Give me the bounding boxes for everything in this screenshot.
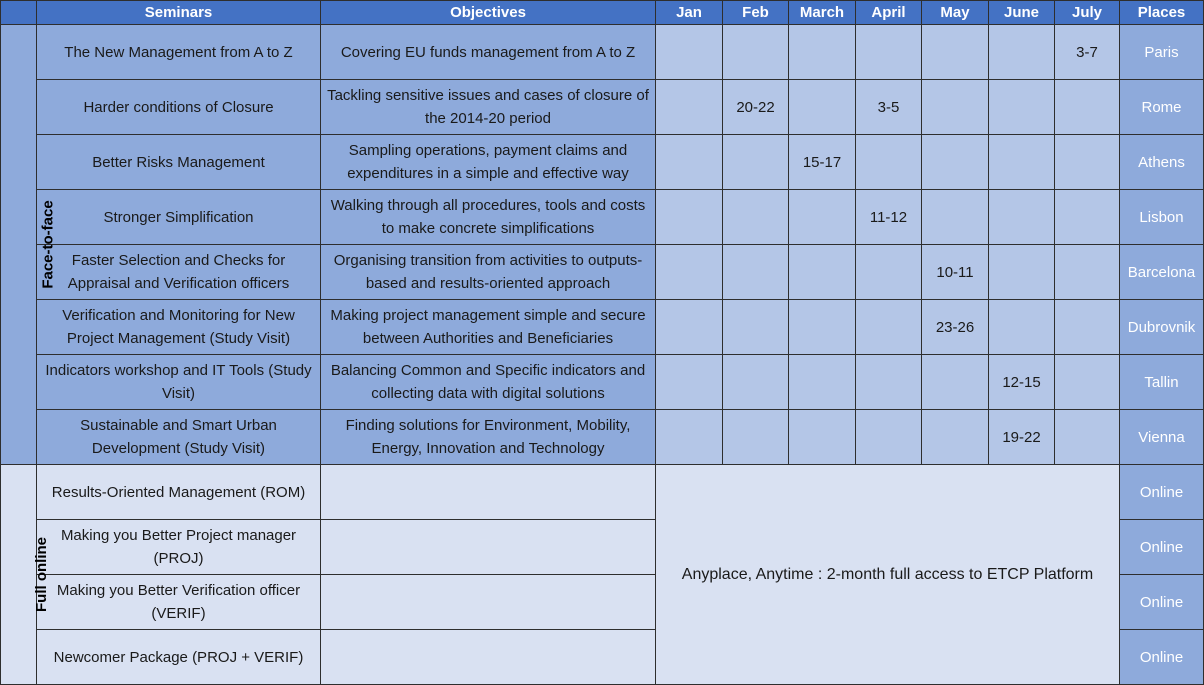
date-cell — [856, 300, 922, 355]
table-row — [1, 465, 1204, 520]
objective-cell: Tackling sensitive issues and cases of closure of the 2014-20 period — [321, 80, 656, 135]
seminar-cell: Making you Better Verification officer (VERIF) — [37, 575, 321, 630]
date-cell — [922, 355, 989, 410]
date-cell — [723, 135, 789, 190]
date-cell — [656, 300, 723, 355]
full-online-section — [1, 465, 1204, 685]
seminar-cell: The New Management from A to Z — [37, 25, 321, 80]
date-cell — [989, 80, 1055, 135]
date-cell — [789, 80, 856, 135]
objective-cell: Finding solutions for Environment, Mobility, Energy, Innovation and Technology — [321, 410, 656, 465]
category-label: Full online — [33, 537, 50, 612]
table-row — [1, 135, 1204, 190]
date-cell — [856, 410, 922, 465]
date-cell: 15-17 — [789, 135, 856, 190]
table-row — [1, 190, 1204, 245]
objective-cell: Making project management simple and secure between Authorities and Beneficiaries — [321, 300, 656, 355]
date-cell — [856, 25, 922, 80]
seminar-cell: Better Risks Management — [37, 135, 321, 190]
place-cell: Tallin — [1120, 355, 1204, 410]
date-cell: 19-22 — [989, 410, 1055, 465]
date-cell — [1055, 410, 1120, 465]
date-cell — [656, 25, 723, 80]
seminar-cell: Harder conditions of Closure — [37, 80, 321, 135]
objective-cell — [321, 465, 656, 520]
date-cell — [922, 25, 989, 80]
header-month-march: March — [789, 1, 856, 25]
seminar-cell: Verification and Monitoring for New Project Management (Study Visit) — [37, 300, 321, 355]
table-row — [1, 410, 1204, 465]
date-cell — [856, 355, 922, 410]
date-cell — [1055, 355, 1120, 410]
header-row — [1, 1, 1204, 25]
date-cell — [789, 355, 856, 410]
table-row — [1, 245, 1204, 300]
category-face-to-face — [1, 25, 57, 465]
date-cell: 10-11 — [922, 245, 989, 300]
header-month-july: July — [1055, 1, 1120, 25]
date-cell — [922, 135, 989, 190]
date-cell — [789, 190, 856, 245]
date-cell — [922, 410, 989, 465]
place-cell: Athens — [1120, 135, 1204, 190]
online-access-note: Anyplace, Anytime : 2-month full access to ETCP Platform — [656, 465, 1120, 685]
header-month-april: April — [856, 1, 922, 25]
date-cell — [1055, 190, 1120, 245]
date-cell — [723, 190, 789, 245]
seminar-cell: Sustainable and Smart Urban Development (Study Visit) — [37, 410, 321, 465]
date-cell — [723, 410, 789, 465]
date-cell — [723, 300, 789, 355]
category-full-online — [1, 465, 50, 685]
date-cell — [656, 80, 723, 135]
date-cell — [922, 190, 989, 245]
header-month-june: June — [989, 1, 1055, 25]
date-cell — [656, 245, 723, 300]
date-cell — [723, 355, 789, 410]
table-row — [1, 25, 1204, 80]
header-corner — [1, 1, 37, 25]
date-cell — [723, 245, 789, 300]
place-cell: Paris — [1120, 25, 1204, 80]
seminar-cell: Making you Better Project manager (PROJ) — [37, 520, 321, 575]
table-row — [1, 80, 1204, 135]
objective-cell: Covering EU funds management from A to Z — [321, 25, 656, 80]
place-cell: Online — [1120, 520, 1204, 575]
date-cell — [1055, 135, 1120, 190]
date-cell: 12-15 — [989, 355, 1055, 410]
date-cell — [789, 300, 856, 355]
objective-cell: Walking through all procedures, tools and costs to make concrete simplifications — [321, 190, 656, 245]
place-cell: Rome — [1120, 80, 1204, 135]
place-cell: Online — [1120, 465, 1204, 520]
header-month-feb: Feb — [723, 1, 789, 25]
seminar-cell: Newcomer Package (PROJ + VERIF) — [37, 630, 321, 685]
date-cell — [1055, 80, 1120, 135]
date-cell: 23-26 — [922, 300, 989, 355]
date-cell — [989, 135, 1055, 190]
date-cell — [856, 245, 922, 300]
seminar-cell: Faster Selection and Checks for Appraisal and Verification officers — [37, 245, 321, 300]
date-cell: 3-7 — [1055, 25, 1120, 80]
place-cell: Online — [1120, 630, 1204, 685]
objective-cell — [321, 575, 656, 630]
objective-cell: Sampling operations, payment claims and expenditures in a simple and effective way — [321, 135, 656, 190]
date-cell — [989, 245, 1055, 300]
header-month-jan: Jan — [656, 1, 723, 25]
header-places: Places — [1120, 1, 1204, 25]
place-cell: Barcelona — [1120, 245, 1204, 300]
seminar-cell: Stronger Simplification — [37, 190, 321, 245]
date-cell — [656, 135, 723, 190]
date-cell — [789, 25, 856, 80]
date-cell — [723, 25, 789, 80]
category-label: Face-to-face — [39, 200, 57, 289]
place-cell: Lisbon — [1120, 190, 1204, 245]
objective-cell: Balancing Common and Specific indicators and collecting data with digital solutions — [321, 355, 656, 410]
date-cell — [789, 410, 856, 465]
date-cell — [789, 245, 856, 300]
seminar-cell: Indicators workshop and IT Tools (Study Visit) — [37, 355, 321, 410]
place-cell: Dubrovnik — [1120, 300, 1204, 355]
seminar-cell: Results-Oriented Management (ROM) — [37, 465, 321, 520]
face-to-face-section — [1, 25, 1204, 465]
date-cell — [656, 190, 723, 245]
place-cell: Vienna — [1120, 410, 1204, 465]
date-cell — [989, 25, 1055, 80]
date-cell — [1055, 300, 1120, 355]
date-cell — [989, 300, 1055, 355]
table-row — [1, 300, 1204, 355]
date-cell: 20-22 — [723, 80, 789, 135]
date-cell — [656, 410, 723, 465]
header-month-may: May — [922, 1, 989, 25]
date-cell — [922, 80, 989, 135]
header-seminars: Seminars — [37, 1, 321, 25]
place-cell: Online — [1120, 575, 1204, 630]
date-cell: 3-5 — [856, 80, 922, 135]
date-cell — [989, 190, 1055, 245]
objective-cell: Organising transition from activities to outputs-based and results-oriented approach — [321, 245, 656, 300]
date-cell — [1055, 245, 1120, 300]
header-objectives: Objectives — [321, 1, 656, 25]
date-cell: 11-12 — [856, 190, 922, 245]
objective-cell — [321, 520, 656, 575]
objective-cell — [321, 630, 656, 685]
date-cell — [856, 135, 922, 190]
table-row — [1, 355, 1204, 410]
date-cell — [656, 355, 723, 410]
